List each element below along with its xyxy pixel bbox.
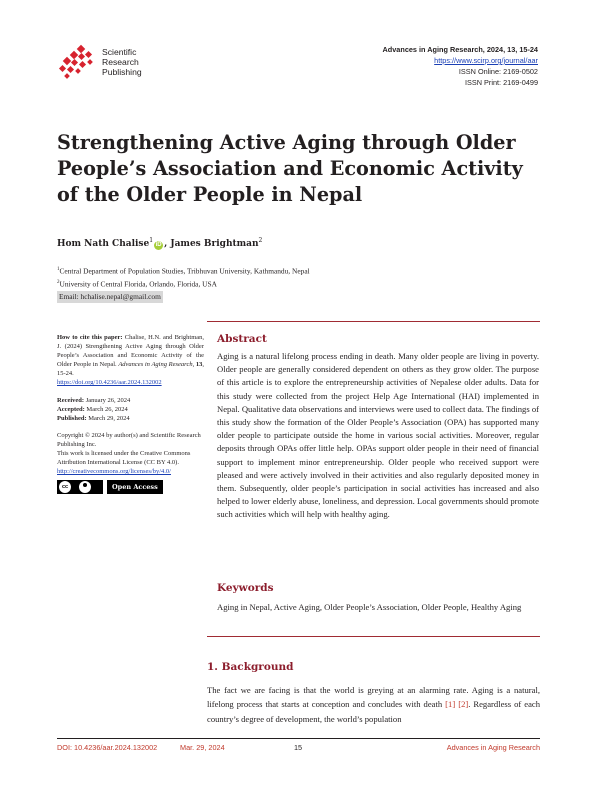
received-label: Received: <box>57 396 85 404</box>
footer-date: Mar. 29, 2024 <box>180 743 225 752</box>
keywords-heading: Keywords <box>217 582 274 594</box>
publisher-name-line: Scientific <box>102 47 137 57</box>
affiliation-item <box>57 277 310 290</box>
doi-link[interactable]: https://doi.org/10.4236/aar.2024.132002 <box>57 379 162 387</box>
journal-citation: Advances in Aging Research, 2024, 13, 15-24 <box>382 45 538 54</box>
abstract-text: Aging is a natural lifelong process ending in death. Many older people are living in poverty. Older people are generally considered dependent on others as they grow older. The purpose of this article is to explore the entrepreneurship activities of Nepalese older adults. Data for this study were collected from the project Help Age International (HAI) implemented in Nepal. Qualitative data observations and interviews were used to collect data. The findings of this study show the formation of the Older People’s Association (OPA) has supported many older people to participate outside the home in various social activities. Moreover, regular deposits through OPAs offer little help. OPAs support older people in their need of financial support to implement minor entrepreneurship. Older people who received support were pleased and were actively involved in their activities and also regularly deposited money in them. Subsequently, older people’s participation in social activities has increased and also helped to lower elderly abuse, loneliness, and depression. Local governments should promote such activities which will help with healthy aging. <box>217 351 539 520</box>
citation-block: How to cite this paper: Chalise, H.N. and Brightman, J. (2024) Strengthening Active Aging through Older People’s Association and Economic Activity of the Older People in Nepal. Advances in Aging Research, 13, 15-24. https://doi.org/10.4236/aar.2024.132002 <box>57 334 205 387</box>
cc-by-license-icon[interactable] <box>57 480 103 494</box>
cite-text: Chalise, H.N. and Brightman, J. (2024) Strengthening Active Aging through Older People’s Association and Economic Activity of the Older People in Nepal. <box>57 334 205 369</box>
publisher-name-line: Publishing <box>102 67 142 77</box>
footer-rule <box>57 738 540 739</box>
body-text-part: . Regardless of each country’s degree of development, the world’s population <box>207 699 541 724</box>
published-date: March 29, 2024 <box>88 414 130 422</box>
body-text <box>207 683 540 726</box>
open-access-badge: Open Access <box>107 480 163 494</box>
article-info-sidebar <box>57 333 204 494</box>
cite-pages: 15-24. <box>57 370 74 378</box>
accepted-date: March 26, 2024 <box>86 405 128 413</box>
published-label: Published: <box>57 414 87 422</box>
copyright-block <box>57 431 204 494</box>
reference-link[interactable]: [2] <box>458 699 469 710</box>
publisher-name-line: Research <box>102 57 139 67</box>
affiliations <box>57 264 310 303</box>
affiliation-text: University of Central Florida, Orlando, Florida, USA <box>59 279 217 289</box>
email-address[interactable]: Email: hchalise.nepal@gmail.com <box>59 291 161 301</box>
author-list: Hom Nath Chalise$^1$iD , James Brightman$^2$ <box>57 237 263 249</box>
footer-journal: Advances in Aging Research <box>446 743 540 752</box>
author-name: Hom Nath Chalise <box>57 239 150 249</box>
keywords-text: Aging in Nepal, Active Aging, Older People’s Association, Older People, Healthy Aging <box>217 602 522 612</box>
cite-label: How to cite this paper: <box>57 334 123 341</box>
license-text: This work is licensed under the Creative Commons Attribution International License (CC BY 4.0). <box>57 450 191 467</box>
attribution-icon <box>79 481 91 493</box>
footer-doi[interactable]: DOI: 10.4236/aar.2024.132002 <box>57 743 158 752</box>
affiliation-mark: 2 <box>57 280 60 286</box>
cc-icon: cc <box>59 481 71 493</box>
publisher-logo-icon <box>58 44 106 80</box>
license-badges <box>57 480 204 494</box>
keywords-bottom-rule <box>207 636 540 637</box>
copyright-text: Copyright © 2024 by author(s) and Scientific Research Publishing Inc. <box>57 431 201 448</box>
page-number: 15 <box>294 743 303 752</box>
accepted-label: Accepted: <box>57 405 85 413</box>
paper-title: Strengthening Active Aging through Older People’s Association and Economic Activity of the Older People in Nepal <box>57 131 523 206</box>
issn-print: ISSN Print: 2169-0499 <box>464 78 538 87</box>
affiliation-item <box>57 264 310 277</box>
cite-volume: 13 <box>195 361 203 369</box>
body-text-part: The fact we are facing is that the world is greying at an alarming rate. Aging is a natural, lifelong process that starts at conception and concludes with death <box>207 685 540 710</box>
received-date: January 26, 2024 <box>85 396 131 404</box>
affiliation-mark: 1 <box>57 267 60 272</box>
reference-link[interactable]: [1] <box>445 699 456 710</box>
author-affiliation-mark: 1 <box>149 237 154 244</box>
author-affiliation-mark: 2 <box>258 237 263 244</box>
dates-block <box>57 396 204 423</box>
orcid-icon[interactable]: iD <box>155 242 162 248</box>
license-link[interactable]: http://creativecommons.org/licenses/by/4.0/ <box>57 468 171 476</box>
journal-url-link[interactable]: https://www.scirp.org/journal/aar <box>434 56 538 65</box>
issn-online: ISSN Online: 2169-0502 <box>458 67 538 76</box>
cite-journal: Advances in Aging Research <box>118 361 193 369</box>
journal-info <box>383 44 538 88</box>
author-name: James Brightman <box>170 239 259 249</box>
publisher-name <box>102 47 142 77</box>
abstract-heading: Abstract <box>217 333 267 345</box>
section-heading-background: 1. Background <box>207 661 294 673</box>
abstract-top-rule <box>207 321 540 322</box>
affiliation-text: Central Department of Population Studies, Tribhuvan University, Kathmandu, Nepal <box>59 266 310 276</box>
